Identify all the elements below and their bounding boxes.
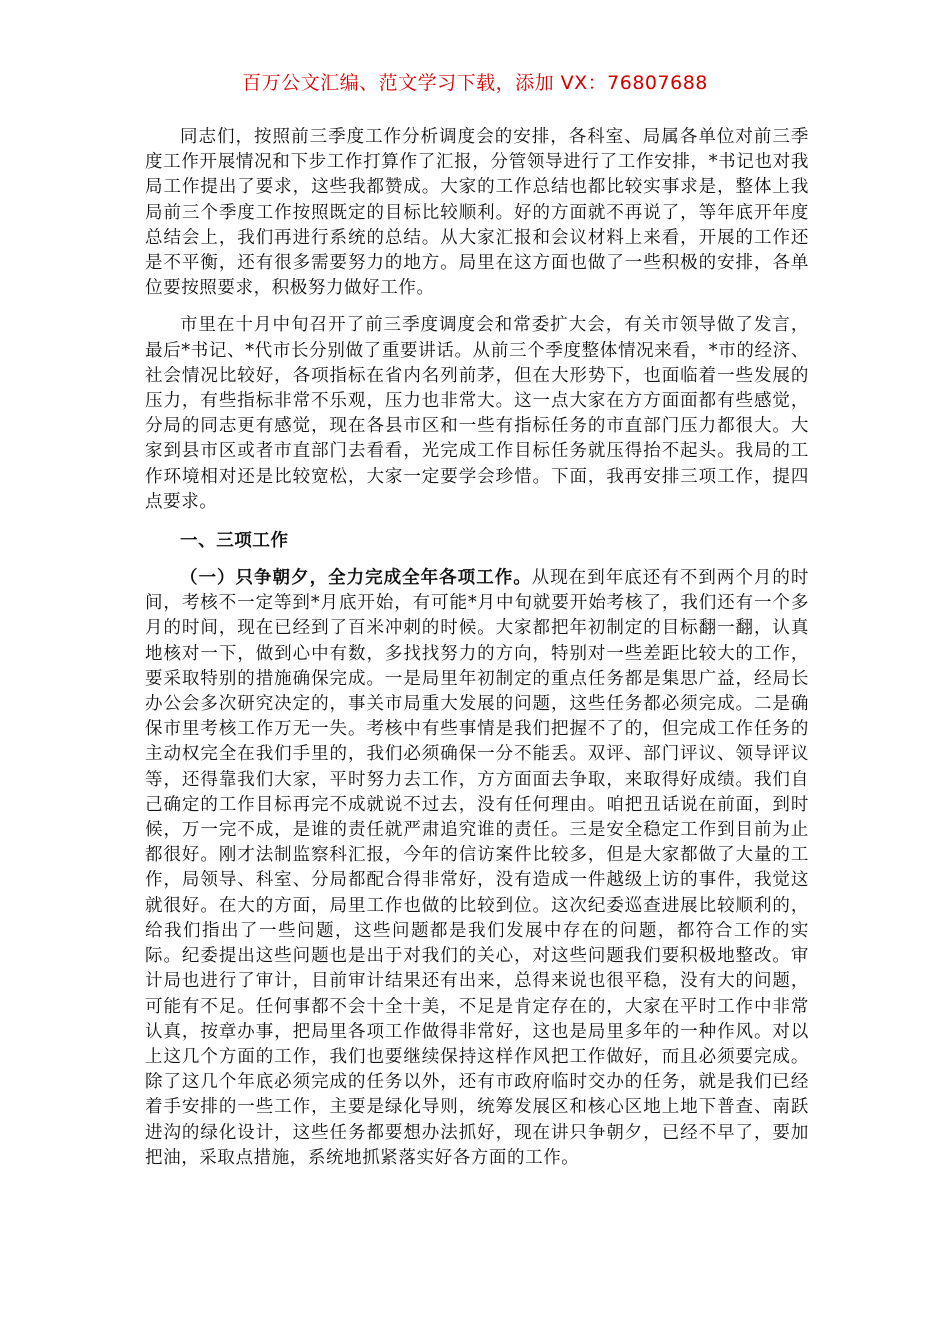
section-heading: 一、三项工作	[180, 531, 289, 552]
paragraph-city-meeting: 市里在十月中旬召开了前三季度调度会和常委扩大会，有关市领导做了发言，最后*书记、*代市长分别做了重要讲话。从前三个季度整体情况来看，*市的经济、社会情况比较好，各项指标在省内名列前茅，但在大形势下，也面临着一些发展的压力，有些指标非常不乐观，压力也非常大。这一点大家在方方面面都有些感觉，分局的同志更有感觉，现在各县市区和一些有指标任务的市直部门压力都很大。大家到县市区或者市直部门去看看，光完成工作目标任务就压得抬不起头。我局的工作环境相对还是比较宽松，大家一定要学会珍惜。下面，我再安排三项工作，提四点要求。	[145, 315, 809, 512]
subsection-lead: （一）只争朝夕，全力完成全年各项工作。	[180, 568, 532, 589]
paragraph-intro: 同志们，按照前三季度工作分析调度会的安排，各科室、局属各单位对前三季度工作开展情况和下步工作打算作了汇报，分管领导进行了工作安排，*书记也对我局工作提出了要求，这些我都赞成。大家的工作总结也都比较实事求是，整体上我局前三个季度工作按照既定的目标比较顺利。好的方面就不再说了，等年底开年度总结会上，我们再进行系统的总结。从大家汇报和会议材料上来看，开展的工作还是不平衡，还有很多需要努力的地方。局里在这方面也做了一些积极的安排，各单位要按照要求，积极努力做好工作。	[145, 127, 809, 299]
subsection-text: 从现在到年底还有不到两个月的时间，考核不一定等到*月底开始，有可能*月中旬就要开始考核了，我们还有一个多月的时间，现在已经到了百米冲刺的时候。大家都把年初制定的目标翻一翻，认真地核对一下，做到心中有数，多找找努力的方向，特别对一些差距比较大的工作，要采取特别的措施确保完成。一是局里年初制定的重点任务都是集思广益，经局长办公会多次研究决定的，事关市局重大发展的问题，这些任务都必须完成。二是确保市里考核工作万无一失。考核中有些事情是我们把握不了的，但完成工作任务的主动权完全在我们手里的，我们必须确保一分不能丢。双评、部门评议、领导评议等，还得靠我们大家，平时努力去工作，方方面面去争取，来取得好成绩。我们自己确定的工作目标再完不成就说不过去，没有任何理由。咱把丑话说在前面，到时候，万一完不成，是谁的责任就严肃追究谁的责任。三是安全稳定工作到目前为止都很好。刚才法制监察科汇报，今年的信访案件比较多，但是大家都做了大量的工作，局领导、科室、分局都配合得非常好，没有造成一件越级上访的事件，我觉这就很好。在大的方面，局里工作也做的比较到位。这次纪委巡查进展比较顺利的，给我们指出了一些问题，这些问题都是我们发展中存在的问题，都符合工作的实际。纪委提出这些问题也是出于对我们的关心，对这些问题我们要积极地整改。审计局也进行了审计，目前审计结果还有出来，总得来说也很平稳，没有大的问题，可能有不足。任何事都不会十全十美，不足是肯定存在的，大家在平时工作中非常认真，按章办事，把局里各项工作做得非常好，这也是局里多年的一种作风。对以上这几个方面的工作，我们也要继续保持这样作风把工作做好，而且必须要完成。除了这几个年底必须完成的任务以外，还有市政府临时交办的任务，就是我们已经着手安排的一些工作，主要是绿化导则，统筹发展区和核心区地上地下普查、南跃进沟的绿化设计，这些任务都要想办法抓好，现在讲只争朝夕，已经不早了，要加把油，采取点措施，系统地抓紧落实好各方面的工作。	[145, 568, 810, 1168]
paragraph-subsection-1	[145, 566, 809, 1171]
document-body	[145, 125, 809, 1171]
watermark-header: 百万公文汇编、范文学习下载，添加 VX：76807688	[242, 72, 708, 94]
